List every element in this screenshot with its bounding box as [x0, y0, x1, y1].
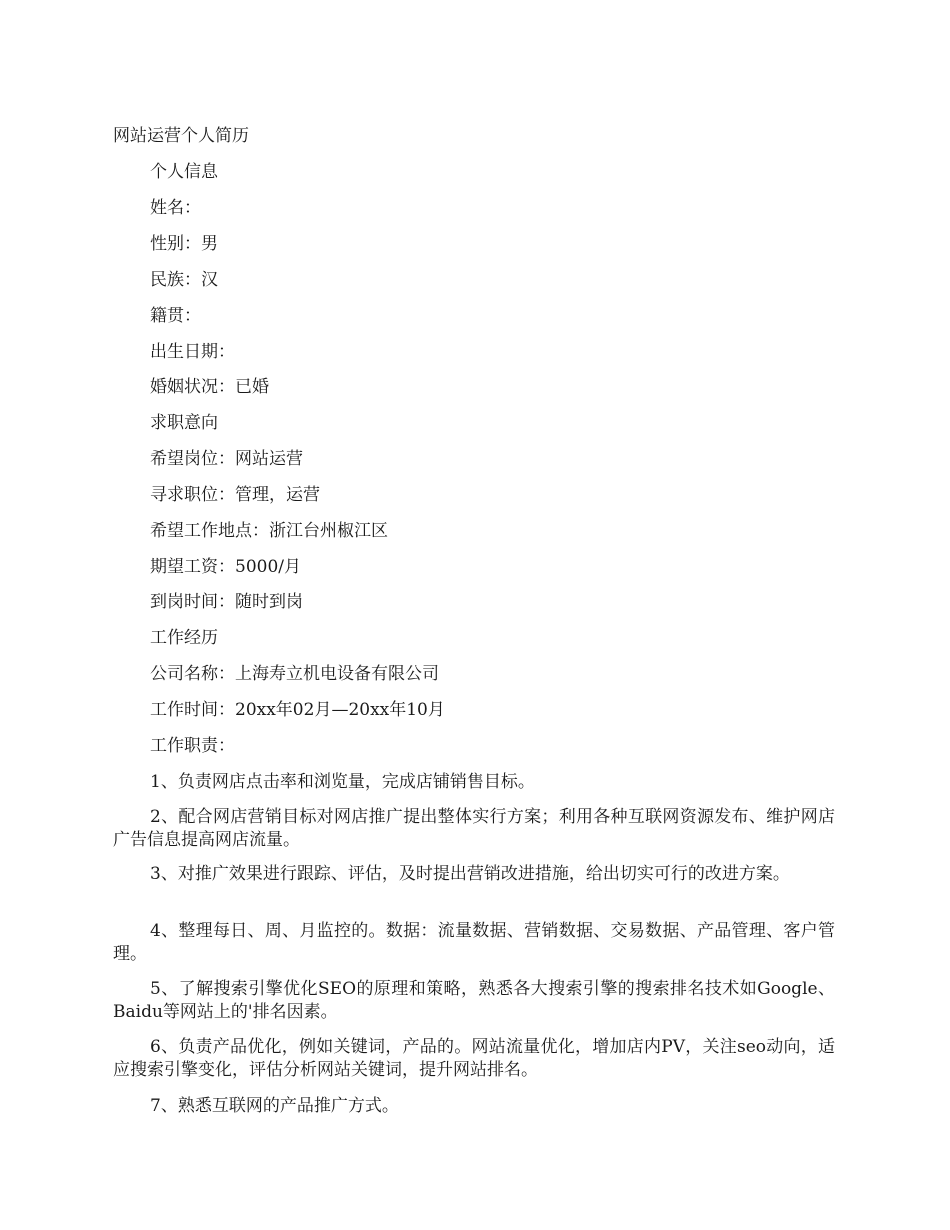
- duty-item-5: 5、了解搜索引擎优化SEO的原理和策略，熟悉各大搜索引擎的搜索排名技术如Google、Baidu等网站上的'排名因素。: [113, 979, 835, 1022]
- duty-item-6: 6、负责产品优化，例如关键词，产品的。网站流量优化，增加店内PV，关注seo动向，适应搜索引擎变化，评估分析网站关键词，提升网站排名。: [113, 1037, 835, 1080]
- field-expected-salary: 期望工资：5000/月: [150, 557, 301, 577]
- duty-item-4: 4、整理每日、周、月监控的。数据：流量数据、营销数据、交易数据、产品管理、客户管理。: [113, 921, 835, 964]
- field-ethnicity: 民族：汉: [150, 270, 218, 290]
- section-heading-personal-info: 个人信息: [150, 162, 218, 182]
- field-desired-location: 希望工作地点：浙江台州椒江区: [150, 521, 388, 541]
- duty-item-7: 7、熟悉互联网的产品推广方式。: [150, 1096, 399, 1116]
- field-company-name: 公司名称：上海寿立机电设备有限公司: [150, 664, 439, 684]
- duty-item-2: 2、配合网店营销目标对网店推广提出整体实行方案；利用各种互联网资源发布、维护网店广告信息提高网店流量。: [113, 807, 835, 850]
- field-job-duties: 工作职责：: [150, 736, 235, 756]
- duty-item-1: 1、负责网店点击率和浏览量，完成店铺销售目标。: [150, 772, 535, 792]
- field-native-place: 籍贯：: [150, 306, 201, 326]
- field-sought-position: 寻求职位：管理，运营: [150, 485, 320, 505]
- field-gender: 性别：男: [150, 234, 218, 254]
- field-start-time: 到岗时间：随时到岗: [150, 592, 303, 612]
- field-birth-date: 出生日期：: [150, 342, 235, 362]
- field-work-period: 工作时间：20xx年02月—20xx年10月: [150, 700, 445, 720]
- section-heading-work-experience: 工作经历: [150, 628, 218, 648]
- field-name: 姓名：: [150, 198, 201, 218]
- document-title: 网站运营个人简历: [113, 126, 249, 146]
- duty-item-3: 3、对推广效果进行跟踪、评估，及时提出营销改进措施，给出切实可行的改进方案。: [150, 864, 790, 884]
- field-desired-position: 希望岗位：网站运营: [150, 449, 303, 469]
- field-marital-status: 婚姻状况：已婚: [150, 377, 269, 397]
- section-heading-job-intention: 求职意向: [150, 413, 218, 433]
